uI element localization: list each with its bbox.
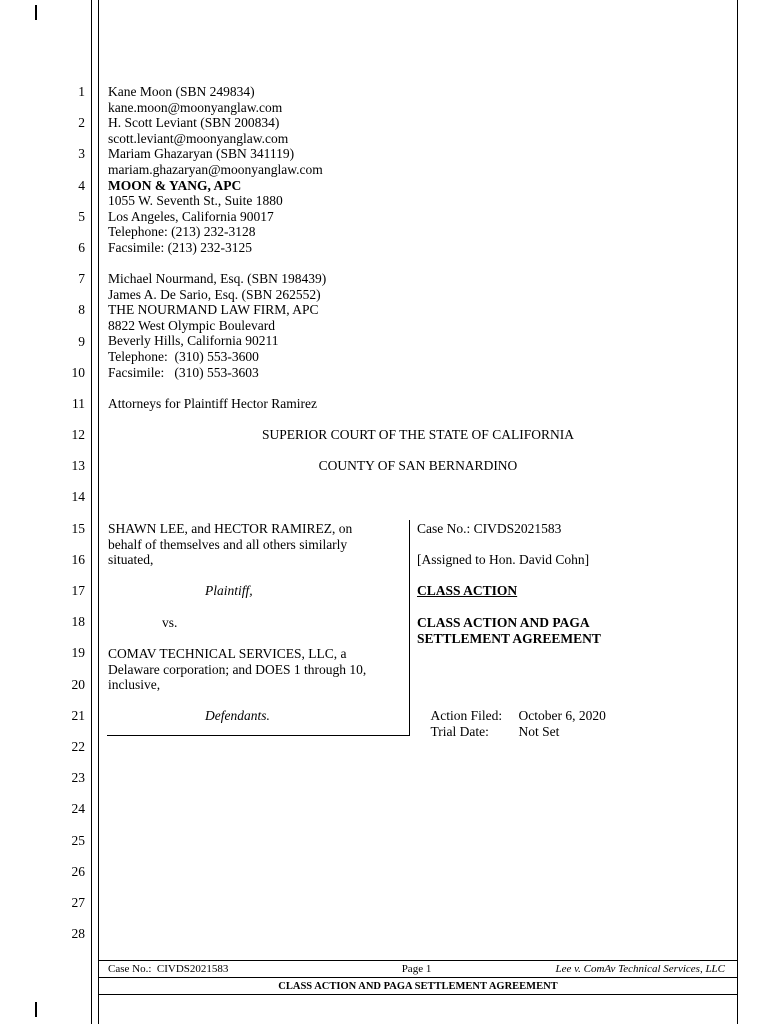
- action-filed-label: Action Filed:: [430, 707, 503, 723]
- plaintiff-party-block: [108, 521, 352, 568]
- footer-document-title: CLASS ACTION AND PAGA SETTLEMENT AGREEMENT: [278, 981, 558, 992]
- plaintiff-party-line: SHAWN LEE, and HECTOR RAMIREZ, on: [108, 521, 353, 536]
- line-number: 20: [71, 676, 85, 692]
- trial-date-row: [417, 708, 560, 739]
- line-number: 16: [71, 551, 85, 567]
- versus-label: vs.: [162, 615, 178, 630]
- bottom-crop-mark: [35, 1002, 37, 1017]
- footer-rule-top: [99, 960, 737, 961]
- defendant-party-line: inclusive,: [108, 677, 161, 693]
- firm2-line: Beverly Hills, California 90211: [108, 333, 279, 349]
- firm1-block: [108, 84, 323, 256]
- footer-row: [108, 963, 725, 976]
- plaintiff-party-line: situated,: [108, 552, 154, 568]
- line-number: 4: [78, 177, 85, 193]
- trial-date-value: Not Set: [518, 723, 560, 739]
- line-number: 19: [71, 645, 85, 661]
- firm1-line: Los Angeles, California 90017: [108, 208, 274, 224]
- defendant-party-line: COMAV TECHNICAL SERVICES, LLC, a: [108, 646, 347, 661]
- assigned-judge: [Assigned to Hon. David Cohn]: [417, 552, 590, 567]
- class-action-heading: CLASS ACTION: [417, 583, 518, 598]
- line-number: 15: [71, 520, 85, 536]
- footer-case-number: Case No.: CIVDS2021583: [108, 963, 229, 975]
- caption-bottom-border: [107, 735, 410, 736]
- right-rule: [737, 0, 738, 1024]
- line-number: 14: [71, 489, 85, 505]
- firm2-line: 8822 West Olympic Boulevard: [108, 317, 276, 333]
- line-number: 7: [78, 271, 85, 287]
- attorneys-for-line: Attorneys for Plaintiff Hector Ramirez: [108, 396, 317, 411]
- line-number: 26: [71, 863, 85, 879]
- action-filed-value: October 6, 2020: [518, 707, 606, 723]
- line-number: 9: [78, 333, 85, 349]
- firm1-line: mariam.ghazaryan@moonyanglaw.com: [108, 161, 323, 177]
- firm2-line: Michael Nourmand, Esq. (SBN 198439): [108, 271, 327, 286]
- footer-page-number: Page 1: [401, 963, 432, 975]
- line-number: 24: [71, 801, 85, 817]
- firm1-name: MOON & YANG, APC: [108, 177, 242, 193]
- line-number: 10: [71, 364, 85, 380]
- case-number: Case No.: CIVDS2021583: [417, 521, 562, 536]
- line-number: 1: [78, 84, 85, 99]
- firm1-line: Facsimile: (213) 232-3125: [108, 239, 252, 255]
- footer-case-name: Lee v. ComAv Technical Services, LLC: [555, 963, 726, 975]
- trial-date-label: Trial Date:: [430, 723, 489, 739]
- plaintiff-party-line: behalf of themselves and all others similarly: [108, 536, 348, 552]
- firm1-line: 1055 W. Seventh St., Suite 1880: [108, 193, 283, 209]
- line-number: 23: [71, 770, 85, 786]
- line-number: 25: [71, 832, 85, 848]
- line-number: 17: [71, 583, 85, 598]
- line-number: 22: [71, 738, 85, 754]
- court-name: SUPERIOR COURT OF THE STATE OF CALIFORNIA: [262, 427, 574, 442]
- document-title-line: CLASS ACTION AND PAGA: [417, 615, 590, 630]
- left-rule-inner: [98, 0, 99, 1024]
- line-number: 28: [71, 926, 85, 942]
- firm2-line: Facsimile: (310) 553-3603: [108, 364, 259, 380]
- firm2-line: Telephone: (310) 553-3600: [108, 348, 259, 364]
- action-filed-row: [417, 692, 606, 723]
- firm2-line: James A. De Sario, Esq. (SBN 262552): [108, 286, 321, 302]
- firm1-line: Mariam Ghazaryan (SBN 341119): [108, 146, 295, 162]
- line-number: 27: [71, 894, 85, 910]
- left-rule-outer: [91, 0, 92, 1024]
- caption-divider: [409, 520, 410, 735]
- defendants-label: Defendants.: [205, 708, 270, 723]
- top-crop-mark: [35, 5, 37, 20]
- plaintiff-label: Plaintiff,: [205, 583, 253, 598]
- firm2-block: [108, 271, 326, 380]
- document-title-line: SETTLEMENT AGREEMENT: [417, 630, 601, 646]
- line-number: 5: [78, 208, 85, 224]
- defendant-party-block: [108, 646, 366, 693]
- line-number: 2: [78, 115, 85, 131]
- firm1-line: H. Scott Leviant (SBN 200834): [108, 115, 280, 131]
- line-number: 18: [71, 614, 85, 630]
- firm1-line: kane.moon@moonyanglaw.com: [108, 99, 283, 115]
- line-number: 3: [78, 146, 85, 162]
- line-number: 13: [71, 458, 85, 474]
- line-number: 11: [72, 395, 85, 411]
- document-title-block: [417, 615, 601, 646]
- line-number: 8: [78, 302, 85, 318]
- defendant-party-line: Delaware corporation; and DOES 1 through 10,: [108, 661, 367, 677]
- line-number: 21: [71, 707, 85, 723]
- footer-rule-bottom: [99, 994, 737, 995]
- firm1-line: Telephone: (213) 232-3128: [108, 224, 256, 240]
- firm1-line: scott.leviant@moonyanglaw.com: [108, 130, 289, 146]
- firm1-line: Kane Moon (SBN 249834): [108, 84, 255, 99]
- line-number-column: [49, 84, 85, 957]
- footer-rule-middle: [99, 977, 737, 978]
- court-county: COUNTY OF SAN BERNARDINO: [318, 458, 518, 473]
- firm2-name: THE NOURMAND LAW FIRM, APC: [108, 302, 319, 318]
- line-number: 12: [71, 427, 85, 443]
- line-number: 6: [78, 239, 85, 255]
